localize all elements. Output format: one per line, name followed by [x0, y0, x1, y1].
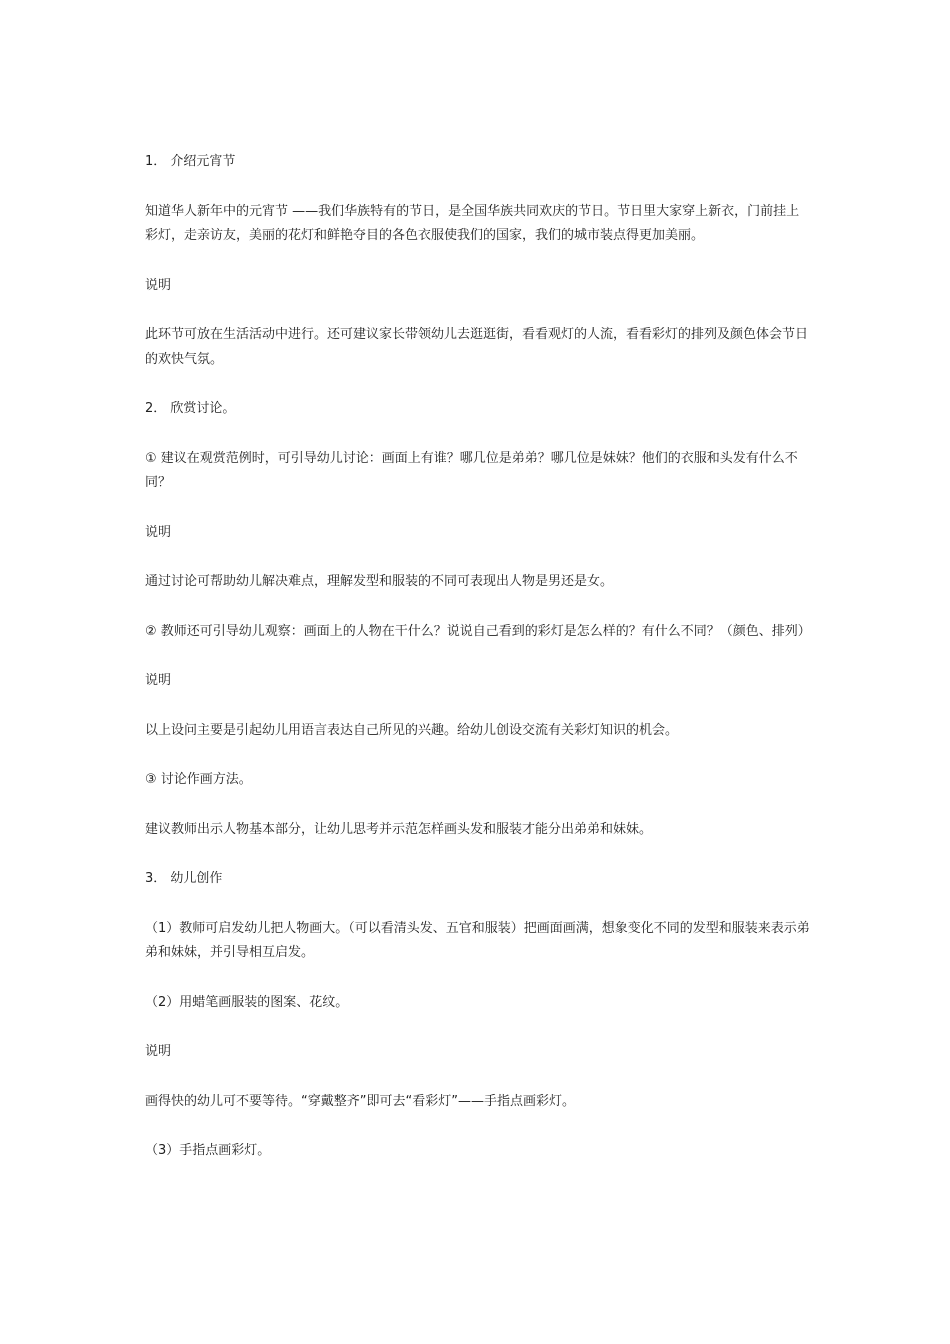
- paragraph-note-4: 画得快的幼儿可不要等待。“穿戴整齐”即可去“看彩灯”——手指点画彩灯。: [145, 1093, 575, 1109]
- paragraph-intro: 知道华人新年中的元宵节 ——我们华族特有的节日，是全国华族共同欢庆的节日。节日里大家穿上新衣，门前挂上彩灯，走亲访友，美丽的花灯和鲜艳夺目的各色衣服使我们的国家，我们的城市装点得更加美丽。: [145, 203, 800, 243]
- document-body: [145, 150, 810, 1189]
- paragraph-note-2: 通过讨论可帮助幼儿解决难点，理解发型和服装的不同可表现出人物是男还是女。: [145, 574, 614, 589]
- paragraph-discussion-3: ③ 讨论作画方法。: [145, 772, 252, 787]
- paragraph-note-3: 以上设问主要是引起幼儿用语言表达自己所见的兴趣。给幼儿创设交流有关彩灯知识的机会。: [145, 722, 679, 738]
- paragraph-note-1: 此环节可放在生活活动中进行。还可建议家长带领幼儿去逛逛街，看看观灯的人流，看看彩灯的排列及颜色体会节日的欢快气氛。: [145, 327, 809, 367]
- paragraph-step-3: （3）手指点画彩灯。: [145, 1143, 271, 1158]
- section-heading-2: 2． 欣赏讨论。: [145, 401, 236, 416]
- paragraph-step-2: （2）用蜡笔画服装的图案、花纹。: [145, 994, 349, 1010]
- paragraph-step-1: （1）教师可启发幼儿把人物画大。（可以看清头发、五官和服装）把画面画满，想象变化不同的发型和服装来表示弟弟和妹妹，并引导相互启发。: [145, 920, 810, 960]
- section-heading-1: 1． 介绍元宵节: [145, 154, 236, 169]
- paragraph-method: 建议教师出示人物基本部分，让幼儿思考并示范怎样画头发和服装才能分出弟弟和妹妹。: [145, 821, 653, 837]
- note-label: 说明: [145, 524, 172, 540]
- section-heading-3: 3． 幼儿创作: [145, 871, 223, 886]
- paragraph-discussion-1: ① 建议在观赏范例时，可引导幼儿讨论：画面上有谁？哪几位是弟弟？哪几位是妹妹？他们的衣服和头发有什么不同？: [145, 450, 798, 490]
- note-label: 说明: [145, 673, 172, 688]
- paragraph-discussion-2: ② 教师还可引导幼儿观察：画面上的人物在干什么？说说自己看到的彩灯是怎么样的？有什么不同？（颜色、排列）: [145, 623, 811, 639]
- note-label: 说明: [145, 1044, 172, 1059]
- note-label: 说明: [145, 277, 172, 293]
